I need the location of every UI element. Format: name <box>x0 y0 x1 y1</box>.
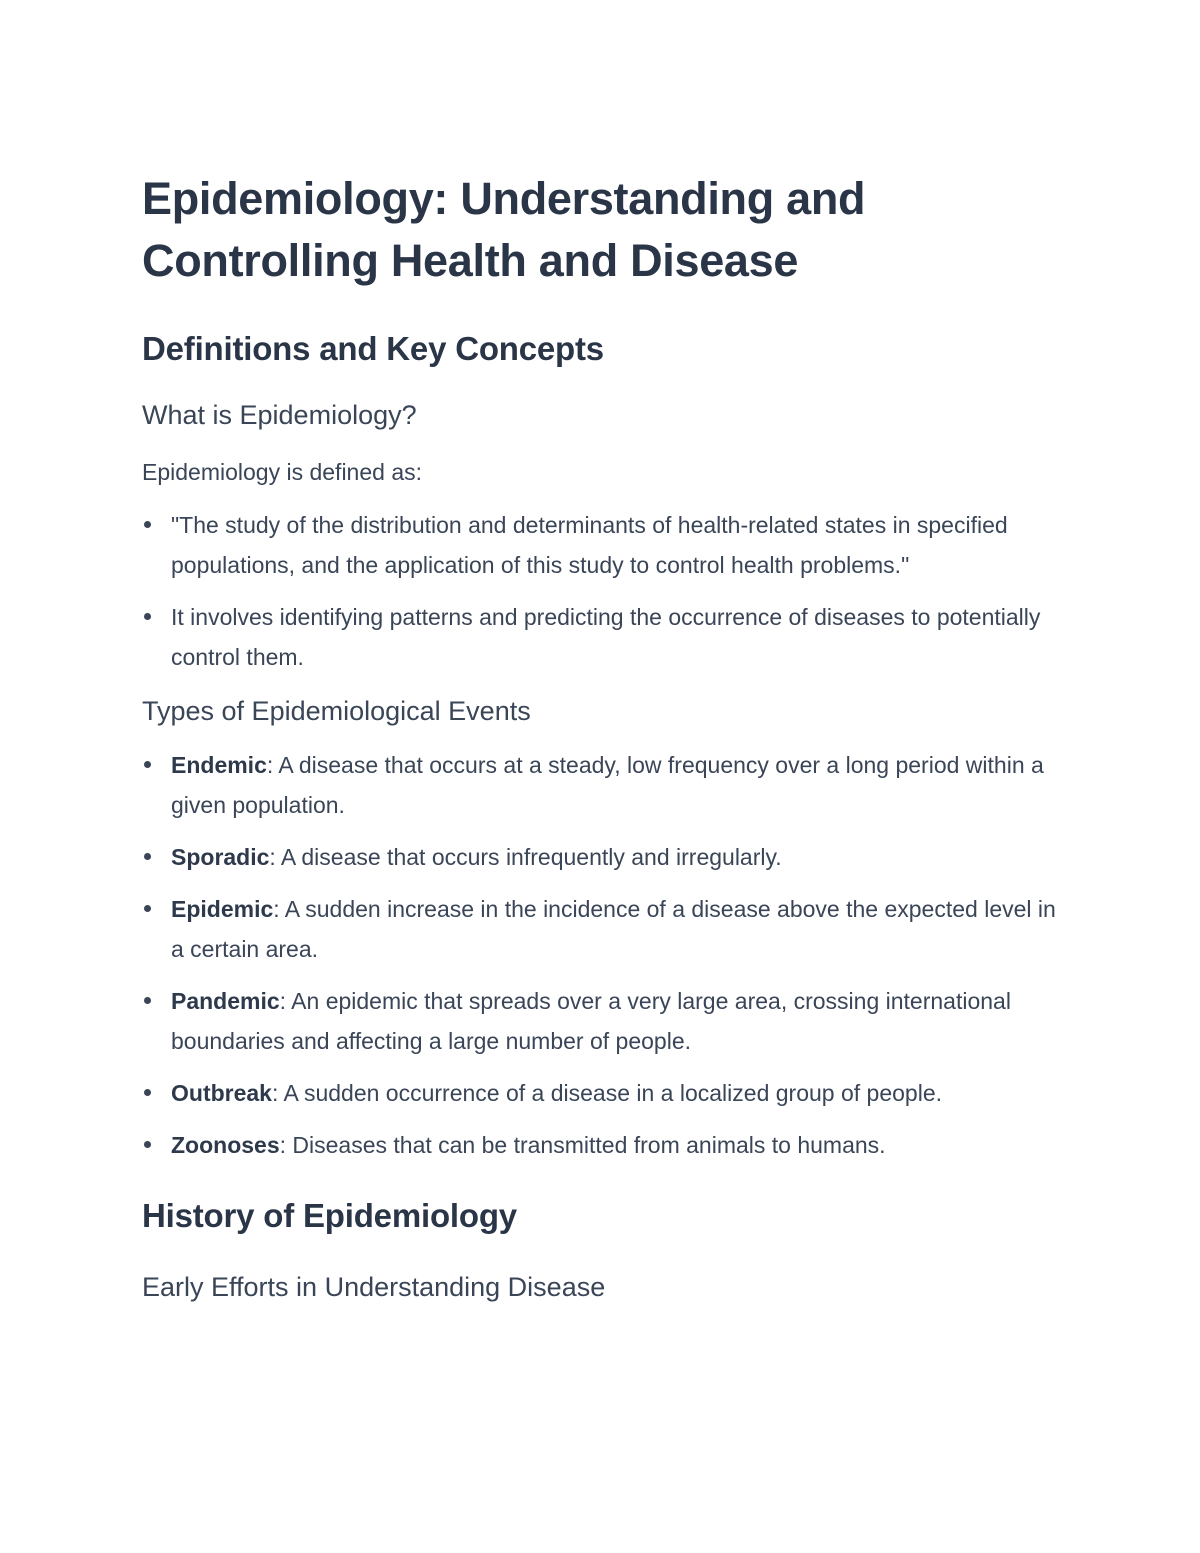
event-types-list <box>142 745 1062 1165</box>
term-description: Diseases that can be transmitted from animals to humans. <box>286 1132 886 1158</box>
list-item-zoonoses <box>142 1125 1062 1165</box>
term: Sporadic <box>171 844 270 870</box>
bullet-icon <box>144 1141 151 1148</box>
term-separator: : <box>269 844 276 870</box>
term-description: A disease that occurs infrequently and irregularly. <box>275 844 782 870</box>
section-heading-history: History of Epidemiology <box>142 1197 517 1234</box>
page-title: Epidemiology: Understanding and Controlling Health and Disease <box>142 173 866 286</box>
term: Outbreak <box>171 1080 272 1106</box>
bullet-icon <box>144 853 151 860</box>
section-heading-definitions: Definitions and Key Concepts <box>142 330 604 367</box>
intro-paragraph: Epidemiology is defined as: <box>142 459 422 485</box>
term: Pandemic <box>171 988 280 1014</box>
bullet-icon <box>144 1089 151 1096</box>
term: Endemic <box>171 752 267 778</box>
bullet-icon <box>144 761 151 768</box>
list-item-endemic <box>142 745 1062 825</box>
term: Zoonoses <box>171 1132 280 1158</box>
term-separator: : <box>279 1132 287 1158</box>
term-description: A sudden increase in the incidence of a disease above the expected level in a certain area. <box>171 896 1056 962</box>
definition-list <box>142 505 1062 677</box>
term: Epidemic <box>171 896 274 922</box>
bullet-icon <box>144 905 151 912</box>
list-item-epidemic <box>142 889 1062 969</box>
bullet-icon <box>144 997 151 1004</box>
term-description: A sudden occurrence of a disease in a localized group of people. <box>278 1080 942 1106</box>
list-item-pandemic <box>142 981 1062 1061</box>
term-description: A disease that occurs at a steady, low frequency over a long period within a given population. <box>171 752 1044 818</box>
list-item-text: "The study of the distribution and determinants of health-related states in specified populations, and the application of this study to control health problems." <box>171 512 1008 578</box>
term-separator: : <box>273 896 280 922</box>
list-item-outbreak <box>142 1073 1062 1113</box>
list-item <box>142 505 1062 585</box>
subsection-heading-types: Types of Epidemiological Events <box>142 696 531 726</box>
list-item-text: It involves identifying patterns and predicting the occurrence of diseases to potentially control them. <box>171 604 1041 670</box>
term-separator: : <box>271 1080 279 1106</box>
term-separator: : <box>266 752 274 778</box>
list-item-sporadic <box>142 837 1062 877</box>
term-description: An epidemic that spreads over a very large area, crossing international boundaries and affecting a large number of people. <box>171 988 1011 1054</box>
bullet-icon <box>144 613 151 620</box>
subsection-heading-what-is-epidemiology: What is Epidemiology? <box>142 400 417 430</box>
document-page <box>142 168 1062 1305</box>
subsection-heading-early-efforts: Early Efforts in Understanding Disease <box>142 1272 606 1302</box>
term-separator: : <box>279 988 287 1014</box>
list-item <box>142 597 1062 677</box>
bullet-icon <box>144 521 151 528</box>
